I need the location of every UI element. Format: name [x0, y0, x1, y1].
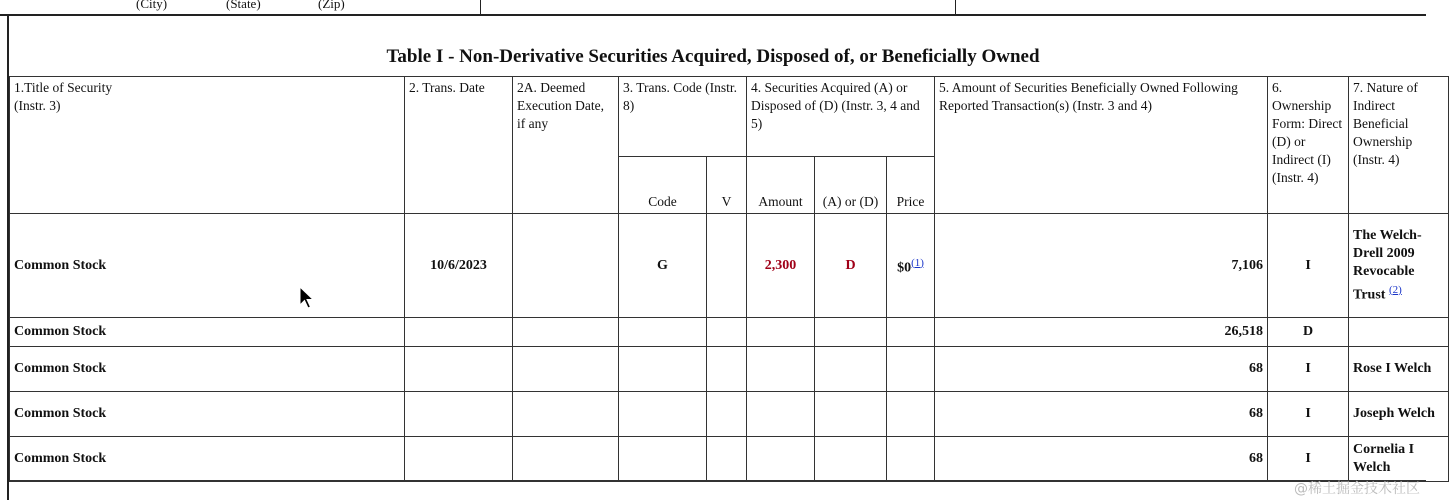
v-cell — [707, 437, 747, 482]
amount-owned-cell: 7,106 — [935, 214, 1268, 318]
security-title-cell: Common Stock — [10, 347, 405, 392]
header-nature-of-ownership: 7. Nature of Indirect Beneficial Ownership (Instr. 4) — [1349, 77, 1449, 214]
v-cell — [707, 214, 747, 318]
price-cell — [887, 318, 935, 347]
deemed-date-cell — [513, 392, 619, 437]
header-trans-date: 2. Trans. Date — [405, 77, 513, 214]
table-row — [10, 347, 1449, 392]
table-row — [10, 318, 1449, 347]
trans-code-cell — [619, 347, 707, 392]
divider — [9, 480, 1426, 481]
amount-cell — [747, 437, 815, 482]
nature-cell — [1349, 318, 1449, 347]
subheader-v: V — [707, 157, 747, 214]
security-title-cell: Common Stock — [10, 318, 405, 347]
amount-cell — [747, 392, 815, 437]
nature-cell: Rose I Welch — [1349, 347, 1449, 392]
mouse-pointer-icon — [299, 286, 315, 310]
price-cell — [887, 392, 935, 437]
price-cell — [887, 437, 935, 482]
trans-date-cell — [405, 437, 513, 482]
price-cell — [887, 347, 935, 392]
ownership-form-cell: I — [1268, 347, 1349, 392]
footnote-link-1[interactable]: (1) — [911, 256, 924, 269]
security-title-cell: Common Stock — [10, 214, 405, 318]
amount-cell: 2,300 — [747, 214, 815, 318]
header-securities-acquired-disposed: 4. Securities Acquired (A) or Disposed of (D) (Instr. 3, 4 and 5) — [747, 77, 935, 157]
v-cell — [707, 347, 747, 392]
nature-cell: Cornelia I Welch — [1349, 437, 1449, 482]
deemed-date-cell — [513, 214, 619, 318]
address-strip — [0, 0, 1426, 16]
non-derivative-table — [9, 76, 1449, 482]
amount-cell — [747, 347, 815, 392]
header-trans-code: 3. Trans. Code (Instr. 8) — [619, 77, 747, 157]
a-or-d-cell: D — [815, 214, 887, 318]
a-or-d-cell — [815, 318, 887, 347]
divider — [955, 0, 956, 14]
table-row — [10, 437, 1449, 482]
state-label: (State) — [226, 0, 261, 11]
a-or-d-cell — [815, 437, 887, 482]
trans-code-cell: G — [619, 214, 707, 318]
subheader-amount: Amount — [747, 157, 815, 214]
divider — [480, 0, 481, 14]
amount-owned-cell: 26,518 — [935, 318, 1268, 347]
price-cell — [887, 214, 935, 318]
trans-code-cell — [619, 437, 707, 482]
amount-owned-cell: 68 — [935, 347, 1268, 392]
ownership-form-cell: I — [1268, 214, 1349, 318]
city-label: (City) — [136, 0, 168, 11]
deemed-date-cell — [513, 437, 619, 482]
watermark: @稀土掘金技术社区 — [1294, 481, 1420, 497]
header-amount-owned: 5. Amount of Securities Beneficially Owned Following Reported Transaction(s) (Instr. 3 and 4) — [935, 77, 1268, 214]
v-cell — [707, 392, 747, 437]
ownership-form-cell: I — [1268, 392, 1349, 437]
amount-cell — [747, 318, 815, 347]
table-row — [10, 214, 1449, 318]
ownership-form-cell: I — [1268, 437, 1349, 482]
header-title-of-security: 1.Title of Security (Instr. 3) — [10, 77, 405, 214]
a-or-d-cell — [815, 392, 887, 437]
trans-date-cell — [405, 318, 513, 347]
zip-label: (Zip) — [318, 0, 345, 11]
subheader-code: Code — [619, 157, 707, 214]
nature-cell — [1349, 214, 1449, 318]
deemed-date-cell — [513, 318, 619, 347]
footnote-link-2[interactable]: (2) — [1388, 283, 1402, 296]
amount-owned-cell: 68 — [935, 392, 1268, 437]
table-row — [10, 392, 1449, 437]
header-deemed-execution-date: 2A. Deemed Execution Date, if any — [513, 77, 619, 214]
ownership-form-cell: D — [1268, 318, 1349, 347]
subheader-price: Price — [887, 157, 935, 214]
trans-date-cell: 10/6/2023 — [405, 214, 513, 318]
table-title: Table I - Non-Derivative Securities Acquired, Disposed of, or Beneficially Owned — [386, 46, 1040, 67]
trans-date-cell — [405, 347, 513, 392]
a-or-d-cell — [815, 347, 887, 392]
deemed-date-cell — [513, 347, 619, 392]
amount-owned-cell: 68 — [935, 437, 1268, 482]
header-ownership-form: 6. Ownership Form: Direct (D) or Indirect (I) (Instr. 4) — [1268, 77, 1349, 214]
security-title-cell: Common Stock — [10, 392, 405, 437]
nature-cell: Joseph Welch — [1349, 392, 1449, 437]
nature-text: The Welch-Drell 2009 Revocable Trust — [1353, 227, 1422, 303]
subheader-a-or-d: (A) or (D) — [815, 157, 887, 214]
trans-date-cell — [405, 392, 513, 437]
v-cell — [707, 318, 747, 347]
price-value: $0 — [897, 260, 912, 276]
trans-code-cell — [619, 392, 707, 437]
trans-code-cell — [619, 318, 707, 347]
security-title-cell: Common Stock — [10, 437, 405, 482]
